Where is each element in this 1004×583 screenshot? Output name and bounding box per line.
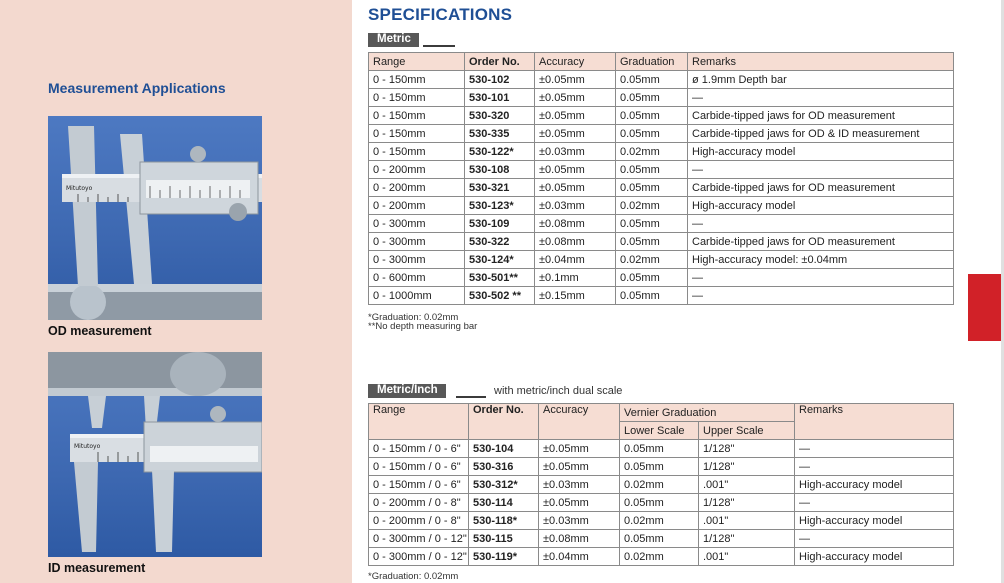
cell-upper-scale: 1/128" — [699, 530, 795, 548]
cell-range: 0 - 300mm / 0 - 12" — [369, 548, 469, 566]
cell-accuracy: ±0.05mm — [535, 107, 616, 125]
cell-order-no: 530-320 — [465, 107, 535, 125]
cell-accuracy: ±0.05mm — [535, 161, 616, 179]
cell-order-no: 530-123* — [465, 197, 535, 215]
table-row — [369, 89, 954, 107]
cell-order-no: 530-109 — [465, 215, 535, 233]
cell-remarks: High-accuracy model — [795, 548, 954, 566]
header-lower-scale: Lower Scale — [620, 422, 699, 440]
cell-order-no: 530-118* — [469, 512, 539, 530]
cell-remarks: — — [688, 215, 954, 233]
cell-graduation: 0.05mm — [616, 215, 688, 233]
header-graduation: Graduation — [616, 53, 688, 71]
table-row — [369, 251, 954, 269]
cell-range: 0 - 150mm / 0 - 6" — [369, 458, 469, 476]
table-row — [369, 233, 954, 251]
cell-order-no: 530-335 — [465, 125, 535, 143]
sliding-jaw — [152, 470, 174, 552]
header-remarks: Remarks — [688, 53, 954, 71]
cell-accuracy: ±0.05mm — [539, 494, 620, 512]
cell-order-no: 530-101 — [465, 89, 535, 107]
cell-graduation: 0.05mm — [616, 269, 688, 287]
cell-remarks: Carbide-tipped jaws for OD measurement — [688, 107, 954, 125]
header-range: Range — [369, 53, 465, 71]
cell-order-no: 530-501** — [465, 269, 535, 287]
table-row — [369, 143, 954, 161]
cell-accuracy: ±0.03mm — [535, 197, 616, 215]
table-row — [369, 458, 954, 476]
specifications-title: SPECIFICATIONS — [368, 5, 513, 24]
cell-order-no: 530-124* — [465, 251, 535, 269]
od-caliper-illustration — [48, 116, 262, 320]
cell-range: 0 - 300mm — [369, 215, 465, 233]
cell-accuracy: ±0.04mm — [539, 548, 620, 566]
thumb-screw — [190, 146, 206, 162]
cell-remarks: — — [688, 89, 954, 107]
header-range: Range — [369, 404, 469, 440]
table-row — [369, 548, 954, 566]
cell-order-no: 530-321 — [465, 179, 535, 197]
cell-range: 0 - 150mm — [369, 143, 465, 161]
cell-upper-scale: 1/128" — [699, 458, 795, 476]
left-panel — [0, 0, 352, 583]
cell-range: 0 - 150mm / 0 - 6" — [369, 440, 469, 458]
header-vernier-graduation: Vernier Graduation — [620, 404, 795, 422]
header-upper-scale: Upper Scale — [699, 422, 795, 440]
cell-remarks: — — [688, 161, 954, 179]
cell-accuracy: ±0.08mm — [535, 215, 616, 233]
cell-accuracy: ±0.03mm — [539, 476, 620, 494]
header-order-no: Order No. — [469, 404, 539, 440]
metric-inch-footnote: *Graduation: 0.02mm — [368, 571, 459, 582]
table-row — [369, 476, 954, 494]
cell-graduation: 0.05mm — [616, 233, 688, 251]
metric-footnote-1: *Graduation: 0.02mm — [368, 312, 459, 323]
cell-graduation: 0.05mm — [616, 179, 688, 197]
header-order-no: Order No. — [465, 53, 535, 71]
cell-accuracy: ±0.05mm — [539, 440, 620, 458]
cell-lower-scale: 0.02mm — [620, 512, 699, 530]
cell-accuracy: ±0.05mm — [535, 71, 616, 89]
cell-remarks: High-accuracy model — [688, 143, 954, 161]
cell-order-no: 530-104 — [469, 440, 539, 458]
cell-graduation: 0.05mm — [616, 125, 688, 143]
cell-remarks: — — [688, 269, 954, 287]
table-row — [369, 179, 954, 197]
measurement-applications-title: Measurement Applications — [48, 80, 226, 96]
brand-logo: Mitutoyo — [66, 185, 93, 192]
cell-remarks: Carbide-tipped jaws for OD measurement — [688, 233, 954, 251]
cell-range: 0 - 150mm / 0 - 6" — [369, 476, 469, 494]
cell-lower-scale: 0.05mm — [620, 458, 699, 476]
cell-order-no: 530-312* — [469, 476, 539, 494]
metric-tag: Metric — [368, 33, 419, 47]
cell-lower-scale: 0.02mm — [620, 548, 699, 566]
table-row — [369, 512, 954, 530]
metric-inch-note: with metric/inch dual scale — [494, 385, 623, 397]
cell-order-no: 530-115 — [469, 530, 539, 548]
cell-upper-scale: 1/128" — [699, 440, 795, 458]
table-row — [369, 71, 954, 89]
id-measurement-caption: ID measurement — [48, 561, 146, 575]
cell-graduation: 0.02mm — [616, 251, 688, 269]
cell-lower-scale: 0.05mm — [620, 530, 699, 548]
cell-range: 0 - 300mm / 0 - 12" — [369, 530, 469, 548]
cell-lower-scale: 0.05mm — [620, 494, 699, 512]
cell-remarks: Carbide-tipped jaws for OD measurement — [688, 179, 954, 197]
cell-upper-scale: .001" — [699, 548, 795, 566]
cell-range: 0 - 200mm / 0 - 8" — [369, 512, 469, 530]
cell-graduation: 0.02mm — [616, 143, 688, 161]
cell-range: 0 - 200mm — [369, 197, 465, 215]
metric-footnote-2: **No depth measuring bar — [368, 321, 478, 332]
cell-accuracy: ±0.03mm — [539, 512, 620, 530]
table-row — [369, 269, 954, 287]
metric-spec-table — [368, 52, 954, 305]
fixed-jaw — [68, 126, 98, 286]
cell-order-no: 530-102 — [465, 71, 535, 89]
metric-inch-tag-line — [368, 384, 668, 398]
cell-accuracy: ±0.05mm — [535, 179, 616, 197]
id-caliper-illustration — [48, 352, 262, 557]
table-row — [369, 161, 954, 179]
cell-graduation: 0.05mm — [616, 161, 688, 179]
table-row — [369, 530, 954, 548]
cell-remarks: High-accuracy model — [795, 512, 954, 530]
cell-order-no: 530-119* — [469, 548, 539, 566]
cell-accuracy: ±0.1mm — [535, 269, 616, 287]
cell-accuracy: ±0.05mm — [539, 458, 620, 476]
id-measurement-photo — [48, 352, 262, 557]
cell-accuracy: ±0.08mm — [535, 233, 616, 251]
cell-accuracy: ±0.15mm — [535, 287, 616, 305]
cell-order-no: 530-114 — [469, 494, 539, 512]
cell-lower-scale: 0.05mm — [620, 440, 699, 458]
cell-range: 0 - 150mm — [369, 107, 465, 125]
cell-range: 0 - 150mm — [369, 125, 465, 143]
cell-graduation: 0.05mm — [616, 89, 688, 107]
cell-upper-scale: .001" — [699, 476, 795, 494]
cell-range: 0 - 1000mm — [369, 287, 465, 305]
cell-remarks: High-accuracy model — [795, 476, 954, 494]
cell-range: 0 - 600mm — [369, 269, 465, 287]
table-row — [369, 287, 954, 305]
cell-range: 0 - 200mm — [369, 179, 465, 197]
table-row — [369, 107, 954, 125]
cell-range: 0 - 200mm / 0 - 8" — [369, 494, 469, 512]
cell-range: 0 - 150mm — [369, 71, 465, 89]
cell-remarks: — — [795, 530, 954, 548]
table-row — [369, 197, 954, 215]
cell-graduation: 0.05mm — [616, 107, 688, 125]
table-row — [369, 494, 954, 512]
cell-range: 0 - 300mm — [369, 251, 465, 269]
fixed-jaw — [74, 462, 98, 552]
table-row — [369, 125, 954, 143]
cell-range: 0 - 200mm — [369, 161, 465, 179]
table-row — [369, 215, 954, 233]
cell-upper-scale: .001" — [699, 512, 795, 530]
metric-tag-line — [368, 33, 456, 47]
cell-remarks: — — [795, 440, 954, 458]
cell-accuracy: ±0.04mm — [535, 251, 616, 269]
cell-upper-scale: 1/128" — [699, 494, 795, 512]
cell-remarks: ø 1.9mm Depth bar — [688, 71, 954, 89]
header-accuracy: Accuracy — [535, 53, 616, 71]
cell-order-no: 530-502 ** — [465, 287, 535, 305]
cell-graduation: 0.02mm — [616, 197, 688, 215]
section-tab-marker — [968, 274, 1004, 341]
thumb-screw — [210, 406, 226, 422]
cell-remarks: — — [795, 494, 954, 512]
cell-accuracy: ±0.05mm — [535, 125, 616, 143]
od-measurement-caption: OD measurement — [48, 324, 152, 338]
metric-inch-tag: Metric/Inch — [368, 384, 446, 398]
cell-lower-scale: 0.02mm — [620, 476, 699, 494]
cell-accuracy: ±0.03mm — [535, 143, 616, 161]
cell-order-no: 530-322 — [465, 233, 535, 251]
cell-range: 0 - 300mm — [369, 233, 465, 251]
cell-order-no: 530-316 — [469, 458, 539, 476]
cell-remarks: High-accuracy model — [688, 197, 954, 215]
cell-remarks: — — [795, 458, 954, 476]
header-remarks: Remarks — [795, 404, 954, 440]
cell-order-no: 530-108 — [465, 161, 535, 179]
metric-inch-spec-table — [368, 403, 954, 566]
od-measurement-photo — [48, 116, 262, 320]
cell-remarks: — — [688, 287, 954, 305]
brand-logo: Mitutoyo — [74, 443, 101, 450]
cell-range: 0 - 150mm — [369, 89, 465, 107]
cell-remarks: High-accuracy model: ±0.04mm — [688, 251, 954, 269]
table-row — [369, 440, 954, 458]
header-accuracy: Accuracy — [539, 404, 620, 440]
cell-accuracy: ±0.05mm — [535, 89, 616, 107]
specifications-section — [368, 0, 958, 583]
cell-accuracy: ±0.08mm — [539, 530, 620, 548]
cell-order-no: 530-122* — [465, 143, 535, 161]
cell-graduation: 0.05mm — [616, 71, 688, 89]
cell-graduation: 0.05mm — [616, 287, 688, 305]
cell-remarks: Carbide-tipped jaws for OD & ID measurement — [688, 125, 954, 143]
